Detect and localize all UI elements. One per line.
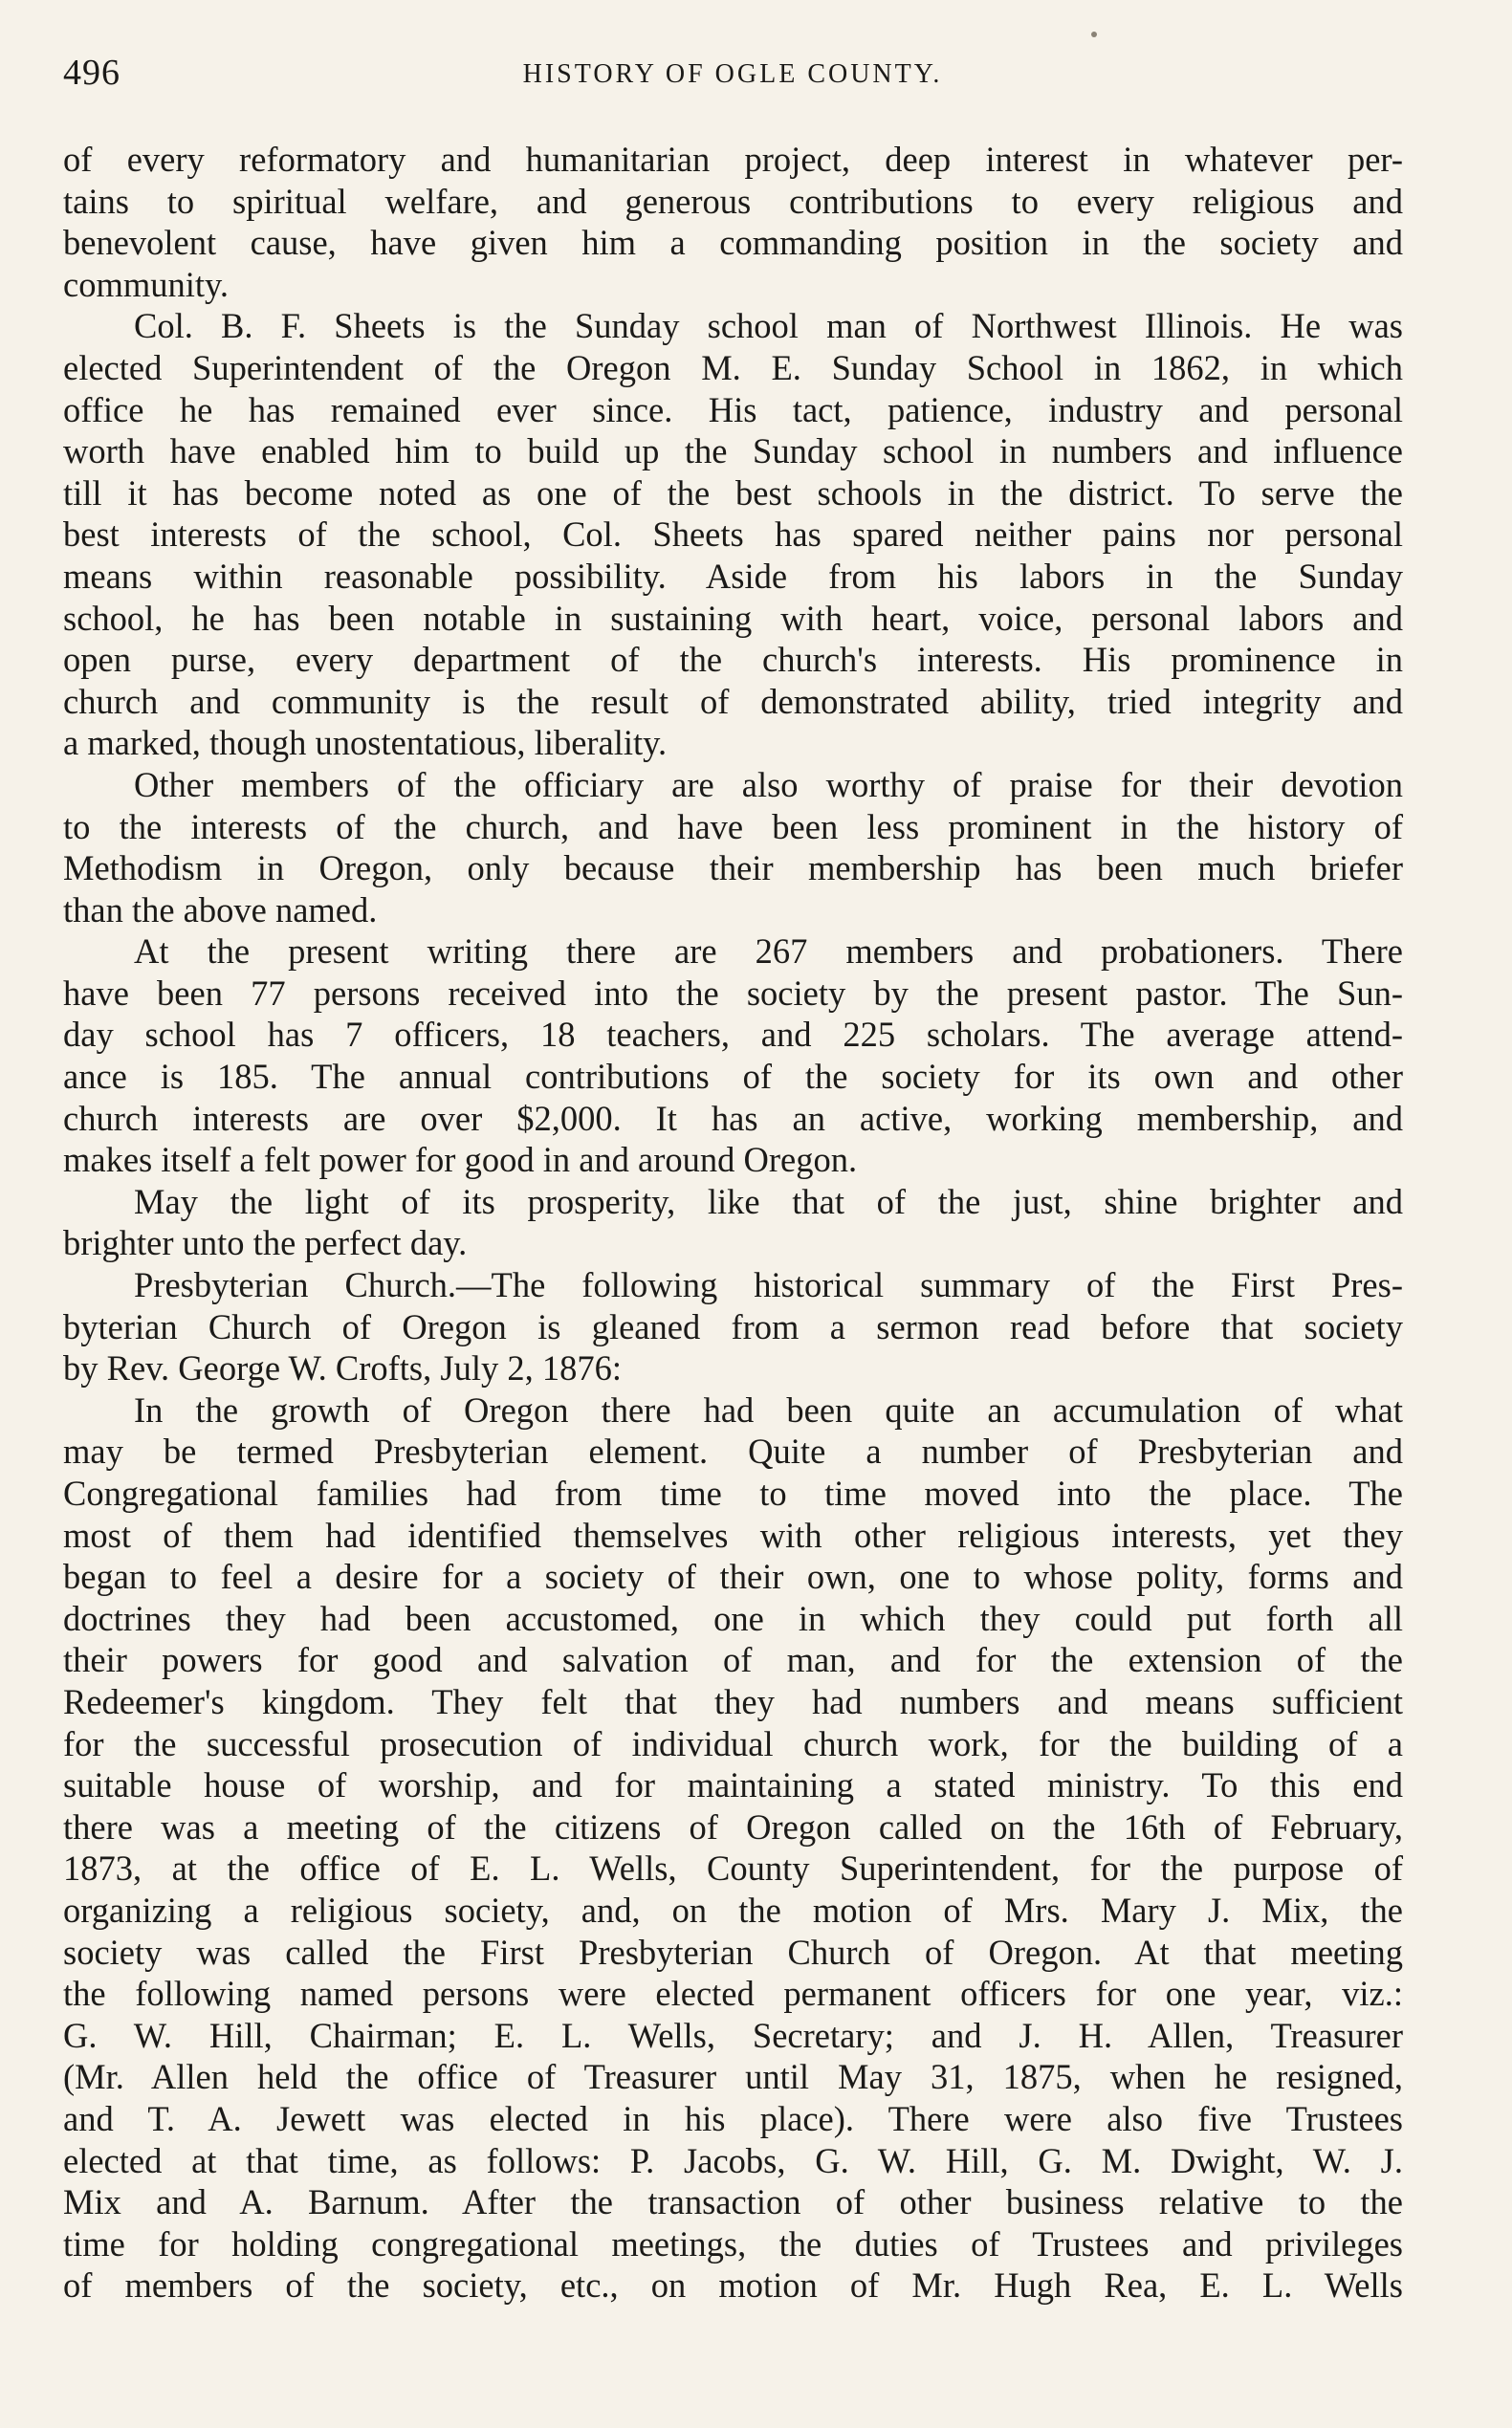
- section-heading-line: Presbyterian Church.—The following historical summary of the First Pres-: [134, 1265, 1403, 1305]
- paragraph-start-line: At the present writing there are 267 members and probationers. There: [134, 931, 1403, 972]
- text-line: of members of the society, etc., on motion of Mr. Hugh Rea, E. L. Wells: [63, 2265, 1403, 2306]
- text-line: their powers for good and salvation of man, and for the extension of the: [63, 1640, 1403, 1680]
- paragraph-start-line: Col. B. F. Sheets is the Sunday school man of Northwest Illinois. He was: [134, 306, 1403, 346]
- text-line: suitable house of worship, and for maintaining a stated ministry. To this end: [63, 1765, 1403, 1805]
- text-line: and T. A. Jewett was elected in his place). There were also five Trustees: [63, 2098, 1403, 2138]
- text-line: the following named persons were elected permanent officers for one year, viz.:: [63, 1974, 1403, 2014]
- text-line: worth have enabled him to build up the Sunday school in numbers and influence: [63, 431, 1403, 471]
- paragraph-start-line: In the growth of Oregon there had been quite an accumulation of what: [134, 1389, 1403, 1430]
- text-line: doctrines they had been accustomed, one in which they could put forth all: [63, 1598, 1403, 1638]
- text-line: to the interests of the church, and have been less prominent in the history of: [63, 806, 1403, 846]
- paragraph-start-line: Other members of the officiary are also worthy of praise for their devotion: [134, 764, 1403, 804]
- text-line: Redeemer's kingdom. They felt that they had numbers and means sufficient: [63, 1681, 1403, 1721]
- text-line: elected Superintendent of the Oregon M. E. Sunday School in 1862, in which: [63, 347, 1403, 387]
- text-line: most of them had identified themselves with other religious interests, yet they: [63, 1515, 1403, 1555]
- text-line: makes itself a felt power for good in and around Oregon.: [63, 1140, 858, 1180]
- text-line: means within reasonable possibility. Aside from his labors in the Sunday: [63, 556, 1403, 596]
- text-line: of every reformatory and humanitarian project, deep interest in whatever per-: [63, 140, 1403, 179]
- text-line: G. W. Hill, Chairman; E. L. Wells, Secretary; and J. H. Allen, Treasurer: [63, 2015, 1403, 2055]
- text-line: Mix and A. Barnum. After the transaction of other business relative to the: [63, 2182, 1403, 2222]
- text-line: tains to spiritual welfare, and generous contributions to every religious and: [63, 181, 1403, 221]
- text-line: organizing a religious society, and, on the motion of Mrs. Mary J. Mix, the: [63, 1890, 1403, 1930]
- text-line: a marked, though unostentatious, liberality.: [63, 723, 668, 763]
- text-line: by Rev. George W. Crofts, July 2, 1876:: [63, 1348, 622, 1389]
- text-line: church and community is the result of demonstrated ability, tried integrity and: [63, 681, 1403, 721]
- text-line: church interests are over $2,000. It has an active, working membership, and: [63, 1098, 1403, 1138]
- text-line: there was a meeting of the citizens of Oregon called on the 16th of February,: [63, 1806, 1403, 1847]
- text-line: office he has remained ever since. His tact, patience, industry and personal: [63, 389, 1403, 429]
- page-header: [63, 52, 1402, 99]
- text-line: day school has 7 officers, 18 teachers, and 225 scholars. The average attend-: [63, 1015, 1403, 1055]
- text-line: may be termed Presbyterian element. Quite a number of Presbyterian and: [63, 1432, 1403, 1472]
- text-line: brighter unto the perfect day.: [63, 1223, 468, 1263]
- text-line: society was called the First Presbyterian Church of Oregon. At that meeting: [63, 1932, 1403, 1972]
- page-number: 496: [63, 53, 121, 93]
- text-line: time for holding congregational meetings, the duties of Trustees and privileges: [63, 2223, 1403, 2264]
- text-line: Congregational families had from time to time moved into the place. The: [63, 1474, 1403, 1513]
- body-text: [63, 139, 1403, 2307]
- text-line: open purse, every department of the church's interests. His prominence in: [63, 640, 1403, 680]
- text-line: Methodism in Oregon, only because their membership has been much briefer: [63, 848, 1403, 888]
- ink-speck: [1091, 32, 1097, 37]
- text-line: benevolent cause, have given him a commanding position in the society and: [63, 223, 1403, 263]
- text-line: best interests of the school, Col. Sheets has spared neither pains nor personal: [63, 514, 1403, 555]
- text-line: elected at that time, as follows: P. Jacobs, G. W. Hill, G. M. Dwight, W. J.: [63, 2140, 1403, 2180]
- text-line: for the successful prosecution of individual church work, for the building of a: [63, 1723, 1403, 1763]
- text-line: began to feel a desire for a society of their own, one to whose polity, forms and: [63, 1557, 1403, 1597]
- text-line: byterian Church of Oregon is gleaned from a sermon read before that society: [63, 1306, 1403, 1346]
- text-line: till it has become noted as one of the best schools in the district. To serve the: [63, 472, 1403, 513]
- text-line: (Mr. Allen held the office of Treasurer until May 31, 1875, when he resigned,: [63, 2057, 1403, 2097]
- text-line: have been 77 persons received into the society by the present pastor. The Sun-: [63, 973, 1403, 1013]
- text-line: ance is 185. The annual contributions of the society for its own and other: [63, 1057, 1403, 1097]
- paragraph-start-line: May the light of its prosperity, like that of the just, shine brighter and: [134, 1181, 1403, 1221]
- text-line: community.: [63, 264, 230, 304]
- running-head: HISTORY OF OGLE COUNTY.: [522, 59, 943, 89]
- text-line: school, he has been notable in sustaining with heart, voice, personal labors and: [63, 598, 1403, 638]
- text-line: than the above named.: [63, 889, 378, 930]
- text-line: 1873, at the office of E. L. Wells, County Superintendent, for the purpose of: [63, 1848, 1403, 1889]
